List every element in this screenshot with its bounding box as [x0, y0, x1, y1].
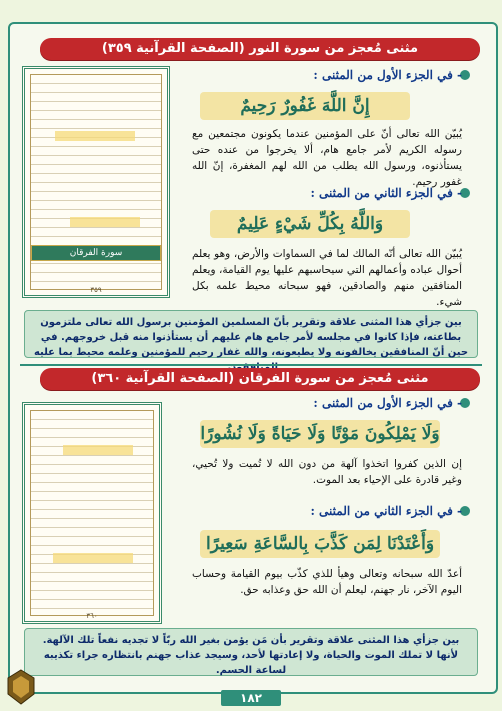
section-divider	[20, 364, 482, 366]
section1-part2-label: - في الجزء الثاني من المثنى :	[310, 186, 462, 200]
section2-summary: بين جزأي هذا المثنى علاقة وتقرير بأن مَن يؤمن بغير الله ربّاً لا تجديه نفعاً تلك الآلهة. لأنها لا تملك الموت والحياة، ولا إعادتها لأحد، وسيجد عذاب جهنم بانتظاره جراء تكذيبه لساعة الحسم.	[24, 628, 478, 676]
section1-part1-verse: إِنَّ اللَّهَ غَفُورٌ رَحِيمٌ	[200, 92, 410, 120]
section1-header: مثنى مُعجز من سورة النور (الصفحة القرآنية ٣٥٩)	[40, 38, 480, 60]
section2-part2-text: أعدّ الله سبحانه وتعالى وهيأ للذي كذّب بيوم القيامة وحساب اليوم الآخر، نار جهنم، ليعلم أن الله حق وعذابه حق.	[192, 568, 462, 596]
mushaf-page-image-1	[22, 66, 170, 298]
section2-part1-verse: وَلَا يَمْلِكُونَ مَوْتًا وَلَا حَيَاةً وَلَا نُشُورًا	[200, 420, 440, 448]
section1-summary: بين جزأي هذا المثنى علاقة وتقرير بأنّ المسلمين المؤمنين برسول الله تعالى ملتزمون بطاعته، فإذا كانوا في مجلسه لأمر جامع هام عليهم أن يستأذنوا منه قبل خروجهم. في حين أنّ المنافقين يخالفونه ولا يطيعونه، والله غفار رحيم للمؤمنين وعلمه محيط بما عليه	[24, 310, 478, 358]
section1-part1-text: يُبيّن الله تعالى أنّ على المؤمنين عندما يكونون مجتمعين مع رسوله الكريم لأمر جامع هام، ألا يخرجوا من عنده حتى يستأذنوه، ورسول الله يطلب من الله لهم المغفرة، إنّ الله غفور رحيم.	[192, 128, 462, 188]
verse-highlight	[53, 553, 133, 563]
verse-highlight	[55, 131, 135, 141]
verse-highlight	[63, 445, 133, 455]
publisher-logo-icon	[4, 668, 38, 708]
section2-part1-label: - في الجزء الأول من المثنى :	[313, 396, 462, 410]
page-number: ١٨٢	[221, 690, 281, 706]
verse-highlight	[70, 217, 140, 227]
section2-part2-verse: وَأَعْتَدْنَا لِمَن كَذَّبَ بِالسَّاعَةِ سَعِيرًا	[200, 530, 440, 558]
section1-part1-label: - في الجزء الأول من المثنى :	[313, 68, 462, 82]
section1-part2-text: يُبيّن الله تعالى أنّه المالك لما في السماوات والأرض، وهو يعلم أحوال عباده وأعمالهم التي سيحاسبهم عليها يوم القيامة، ويعلم المنافقين منهم والصادقين، فهو سبحانه محيط علمه بكل شيء.	[192, 248, 462, 308]
mushaf-page-image-2	[22, 402, 162, 624]
section2-header: مثنى مُعجز من سورة الفرقان (الصفحة القرآنية ٣٦٠)	[40, 368, 480, 390]
section1-part2-verse: وَاللَّهُ بِكُلِّ شَيْءٍ عَلِيمٌ	[210, 210, 410, 238]
mushaf-page-number: ٣٦٠	[86, 612, 98, 620]
mushaf-page-lines	[30, 410, 154, 616]
surah-band: سورة الفرقان	[31, 245, 161, 261]
section2-part1-text: إن الذين كفروا اتخذوا آلهة من دون الله لا تُميت ولا تُحيي، وغير قادرة على الإحياء بعد الموت.	[192, 458, 462, 486]
section2-part2-label: - في الجزء الثاني من المثنى :	[310, 504, 462, 518]
mushaf-page-number: ٣٥٩	[90, 286, 102, 294]
